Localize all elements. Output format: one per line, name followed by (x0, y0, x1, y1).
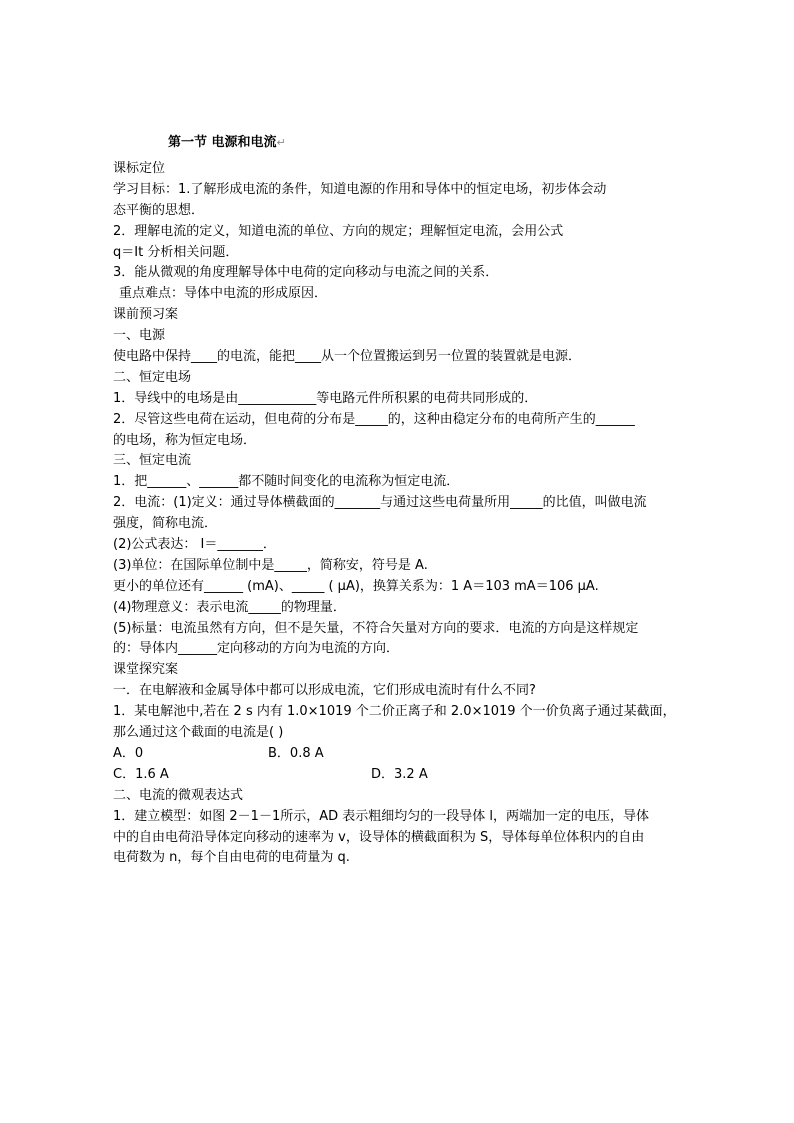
options-row-cd (113, 765, 683, 786)
question-line: 1．某电解池中,若在 2 s 内有 1.0×1019 个二价正离子和 2.0×1019 个一价负离子通过某截面， (113, 704, 676, 720)
formula-line: (2)公式表达： I＝_______． (113, 537, 276, 553)
section-title-text: 第一节 电源和电流 (168, 135, 277, 150)
text-line: (4)物理意义：表示电流_____的物理量． (113, 599, 346, 615)
heading-preview: 课前预习案 (113, 307, 179, 323)
options-row-ab (113, 744, 683, 765)
question-line: 一．在电解液和金属导体中都可以形成电流，它们形成电流时有什么不同? (113, 683, 536, 699)
document-body (113, 159, 683, 869)
option-d: D．3.2 A (371, 766, 428, 782)
text-line: 3．能从微观的角度理解导体中电荷的定向移动与电流之间的关系． (113, 265, 499, 281)
option-c: C．1.6 A (113, 766, 169, 782)
text-line: 2．理解电流的定义，知道电流的单位、方向的规定；理解恒定电流，会用公式 (113, 223, 564, 239)
heading-constant-current: 三、恒定电流 (113, 453, 192, 469)
text-line: (3)单位：在国际单位制中是_____，简称安，符号是 A. (113, 557, 428, 573)
text-line: 2．尽管这些电荷在运动，但电荷的分布是_____的，这种由稳定分布的电荷所产生的______ (113, 411, 635, 427)
text-line: 使电路中保持____的电流，能把____从一个位置搬运到另一位置的装置就是电源． (113, 349, 582, 365)
section-title (168, 131, 286, 150)
heading-class-inquiry: 课堂探究案 (113, 662, 179, 678)
text-line: 的：导体内______定向移动的方向为电流的方向． (113, 641, 400, 657)
text-line: 电荷数为 n，每个自由电荷的电荷量为 q. (113, 850, 350, 866)
text-line: 1．建立模型：如图 2－1－1所示，AD 表示粗细均匀的一段导体 l，两端加一定的电压，导体 (113, 808, 649, 824)
key-difficulty-line: 重点难点：导体中电流的形成原因． (119, 286, 328, 302)
text-line: 2．电流：(1)定义：通过导体横截面的_______与通过这些电荷量所用_____的比值，叫做电流 (113, 495, 647, 511)
text-line: 态平衡的思想． (113, 202, 205, 218)
text-line: 强度，简称电流． (113, 516, 218, 532)
heading-micro-expression: 二、电流的微观表达式 (113, 787, 244, 803)
option-a: A．0 (113, 745, 144, 761)
text-line: 的电场，称为恒定电场． (113, 432, 257, 448)
heading-course-standard: 课标定位 (113, 161, 166, 176)
question-line: 那么通过这个截面的电流是( ) (113, 725, 284, 741)
formula-line: q＝It 分析相关问题． (113, 244, 239, 260)
text-line: 更小的单位还有______ (mA)、_____ ( μA)，换算关系为：1 A＝103 mA＝106 μA. (113, 578, 599, 594)
text-line: 1．把______、______都不随时间变化的电流称为恒定电流． (113, 474, 460, 490)
option-b: B．0.8 A (268, 745, 324, 761)
text-line: (5)标量：电流虽然有方向，但不是矢量，不符合矢量对方向的要求．电流的方向是这样规定 (113, 620, 639, 636)
text-line: 1．导线中的电场是由____________等电路元件所积累的电荷共同形成的． (113, 390, 538, 406)
text-line: 学习目标：1.了解形成电流的条件，知道电源的作用和导体中的恒定电场，初步体会动 (113, 181, 607, 197)
paragraph-mark-icon: ↵ (276, 136, 286, 149)
heading-constant-field: 二、恒定电场 (113, 369, 192, 385)
text-line: 中的自由电荷沿导体定向移动的速率为 v，设导体的横截面积为 S，导体每单位体积内的自由 (113, 829, 645, 845)
heading-power-source: 一、电源 (113, 328, 166, 344)
